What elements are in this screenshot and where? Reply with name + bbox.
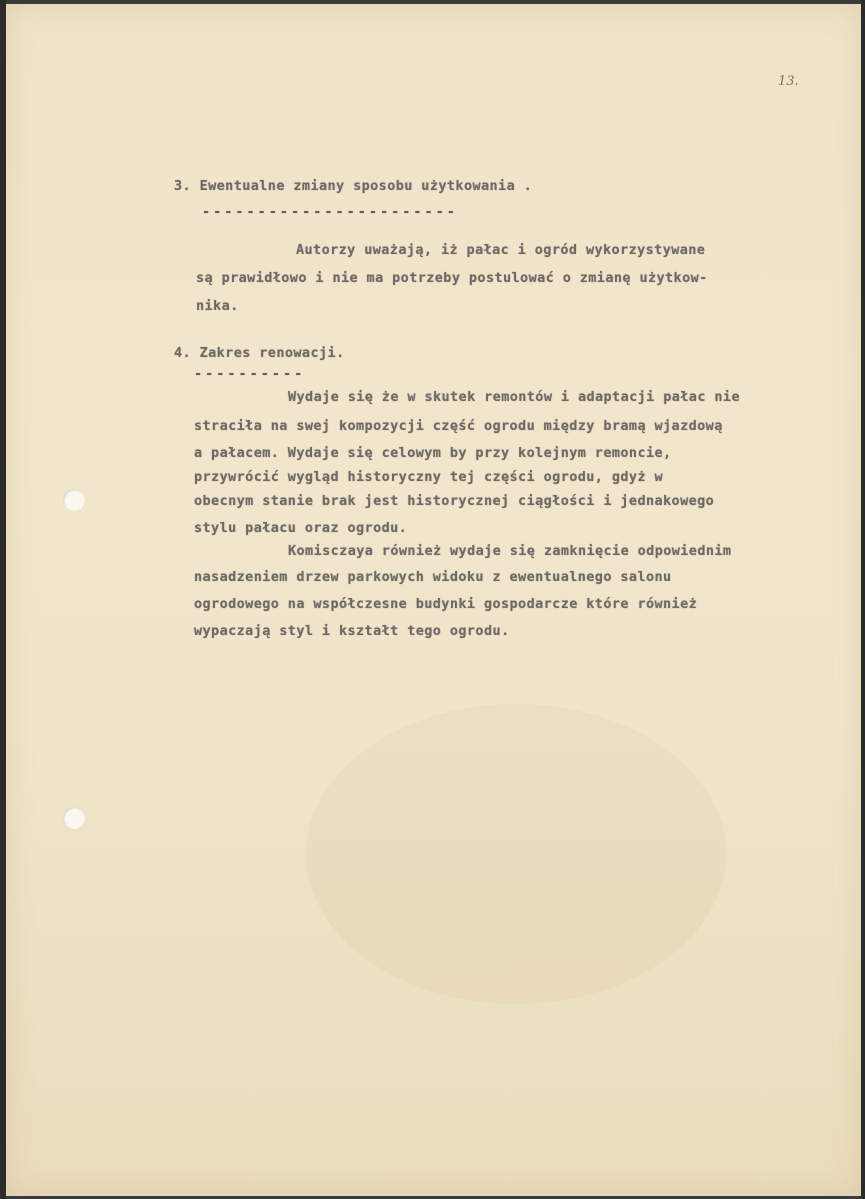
punch-hole-top	[63, 489, 85, 511]
punch-hole-bottom	[63, 807, 85, 829]
section-4-underline: ----------	[194, 366, 306, 382]
paragraph-2-line: wypaczają styl i kształt tego ogrodu.	[194, 623, 510, 639]
section-3-underline: -----------------------	[202, 204, 458, 220]
paragraph-1-line: straciła na swej kompozycji część ogrodu między bramą wjazdową	[194, 418, 723, 434]
paragraph-1-line: Wydaje się że w skutek remontów i adaptacji pałac nie	[288, 389, 740, 405]
scan-edge-right	[861, 0, 865, 1199]
section-3-heading: 3. Ewentualne zmiany sposobu użytkowania .	[174, 178, 533, 194]
document-page	[6, 4, 861, 1196]
paragraph-2-line: ogrodowego na współczesne budynki gospodarcze które również	[194, 596, 698, 612]
section-4-heading: 4. Zakres renowacji.	[174, 345, 345, 361]
paragraph-1-line: przywrócić wygląd historyczny tej części ogrodu, gdyż w	[194, 469, 664, 485]
page-number: 13.	[778, 74, 799, 89]
paragraph-1-line: a pałacem. Wydaje się celowym by przy kolejnym remoncie,	[194, 445, 672, 461]
paper-stain	[306, 704, 726, 1004]
paragraph-1-line: stylu pałacu oraz ogrodu.	[194, 520, 408, 536]
paragraph-2-line: Komisczaya również wydaje się zamknięcie odpowiednim	[288, 543, 732, 559]
section-3-line: nika.	[196, 298, 239, 314]
paragraph-1-line: obecnym stanie brak jest historycznej ciągłości i jednakowego	[194, 493, 715, 509]
paragraph-2-line: nasadzeniem drzew parkowych widoku z ewentualnego salonu	[194, 569, 672, 585]
section-3-line: Autorzy uważają, iż pałac i ogród wykorzystywane	[296, 242, 706, 258]
section-3-line: są prawidłowo i nie ma potrzeby postulować o zmianę użytkow-	[196, 270, 708, 286]
